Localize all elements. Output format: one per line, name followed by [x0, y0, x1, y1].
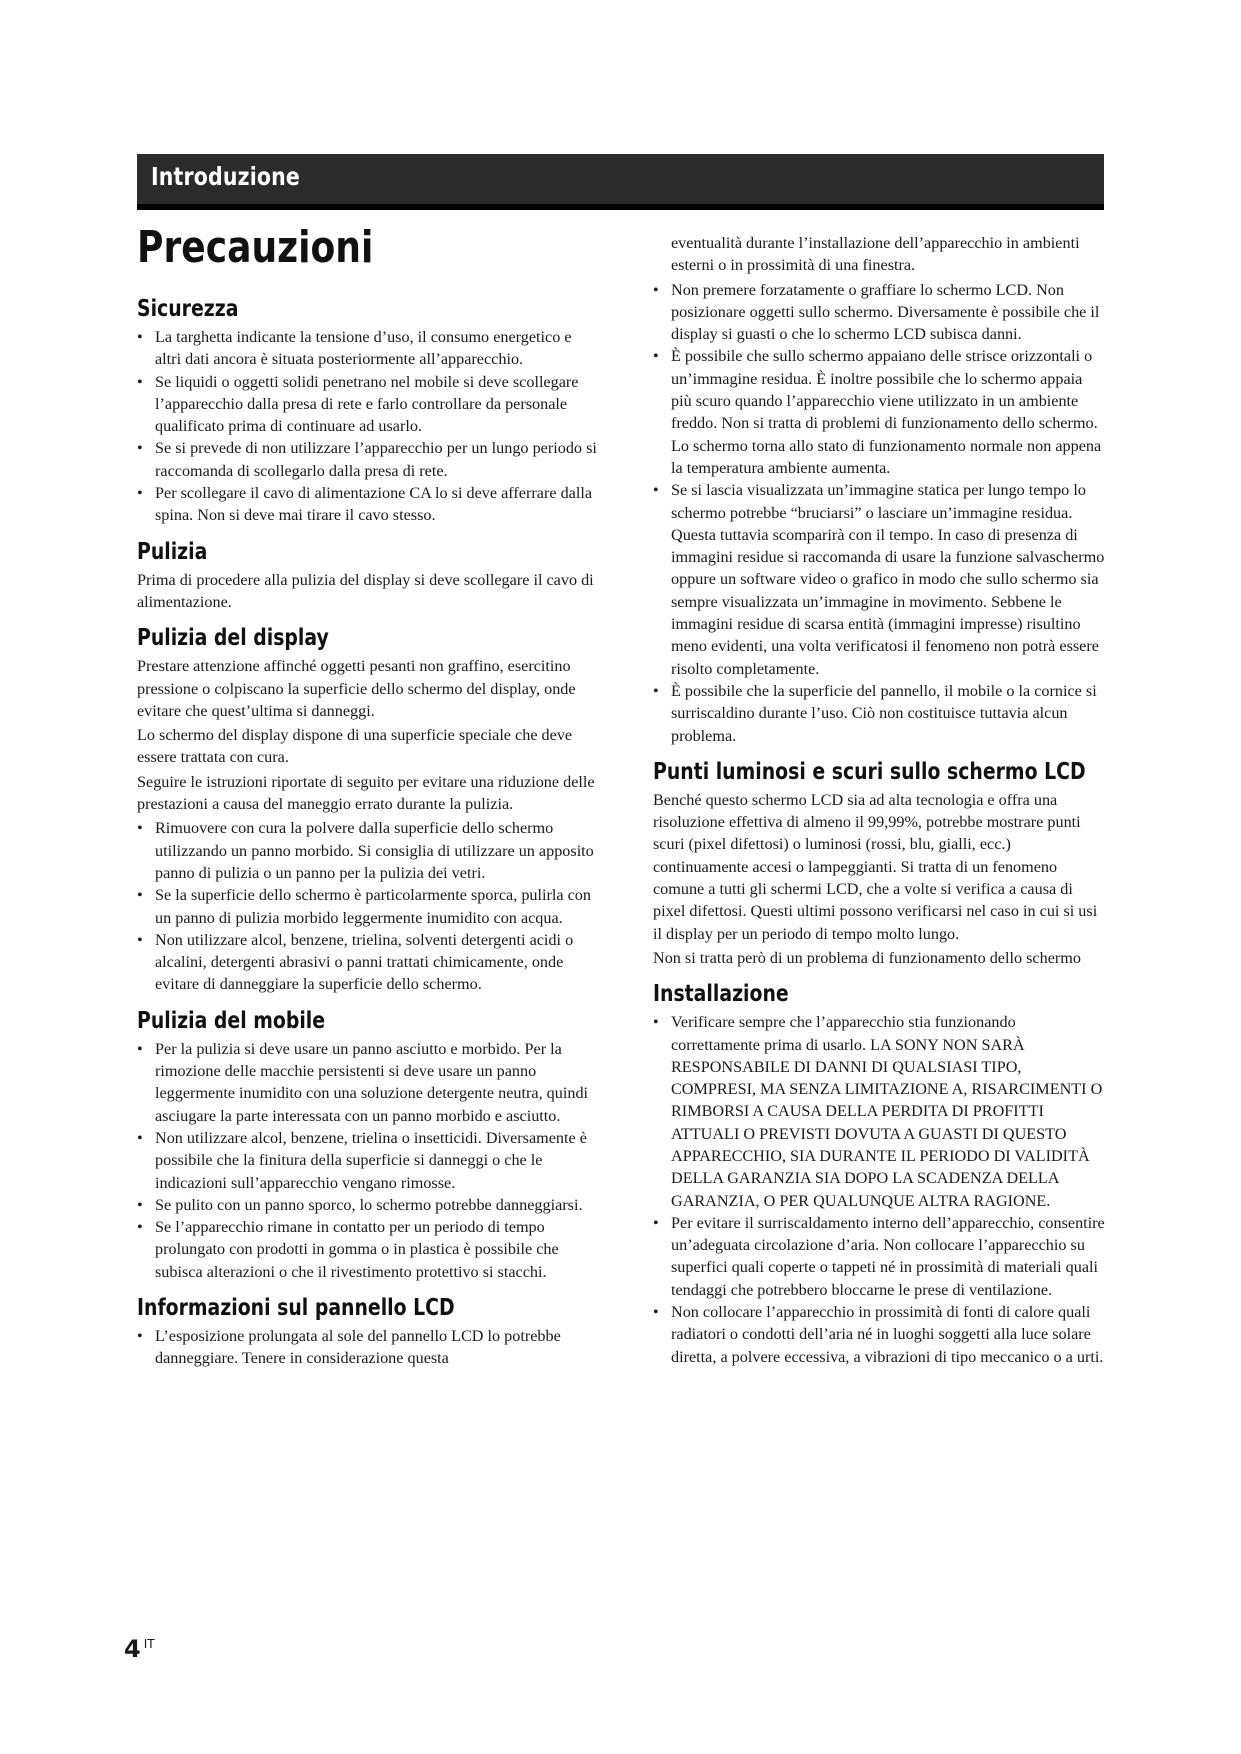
- section-sicurezza: [137, 294, 599, 527]
- list-item: • Per la pulizia si deve usare un panno asciutto e morbido. Per la rimozione delle macchie persistenti si deve usare un panno leggermente inumidito con una soluzione detergente neutra, quindi asciugare la parte interessata con un panno morbido e asciutto.: [137, 1038, 599, 1127]
- bullet-list: [137, 326, 599, 527]
- page-number-value: 4: [124, 1635, 141, 1663]
- paragraph: Prima di procedere alla pulizia del display si deve scollegare il cavo di alimentazione.: [137, 570, 594, 611]
- list-item: • Se la superficie dello schermo è particolarmente sporca, pulirla con un panno di pulizia morbido leggermente inumidito con acqua.: [137, 884, 599, 929]
- page-title: Precauzioni: [137, 222, 374, 273]
- list-item: • Verificare sempre che l’apparecchio stia funzionando correttamente prima di usarlo. LA SONY NON SARÀ RESPONSABILE DI DANNI DI QUALSIASI TIPO, COMPRESI, MA SENZA LIMITAZIONE A, RISARCIMENTI O RIMBORSI A CAUSA DELLA PERDITA DI PROFITTI ATTUALI O PREVISTI DOVUTA A GUASTI DI QUESTO APPARECCHIO, SIA DURANTE IL PERIODO DI VALIDITÀ DELLA GARANZIA SIA DOPO LA SCADENZA DELLA GARANZIA, O PER QUALUNQUE ALTRA RAGIONE.: [653, 1011, 1105, 1212]
- page-number: [124, 1635, 155, 1663]
- language-code: IT: [143, 1637, 155, 1651]
- section-pannello-lcd-continued: [653, 232, 1105, 747]
- bullet-list: [653, 279, 1105, 747]
- section-pannello-lcd: [137, 1293, 599, 1370]
- list-item: • L’esposizione prolungata al sole del pannello LCD lo potrebbe danneggiare. Tenere in considerazione questa: [137, 1325, 599, 1370]
- list-item: • Non premere forzatamente o graffiare lo schermo LCD. Non posizionare oggetti sullo schermo. Diversamente è possibile che il display si guasti o che lo schermo LCD subisca danni.: [653, 279, 1105, 346]
- section-header-label: Introduzione: [151, 162, 300, 191]
- section-installazione: [653, 979, 1105, 1368]
- list-item: • Per evitare il surriscaldamento interno dell’apparecchio, consentire un’adeguata circolazione d’aria. Non collocare l’apparecchio su superfici quali coperte o tappeti né in prossimità di materiali quali tendaggi che potrebbero bloccarne le prese di ventilazione.: [653, 1212, 1105, 1301]
- section-pulizia-display: [137, 623, 599, 995]
- section-header-bar: [137, 154, 1104, 210]
- list-item: • Non collocare l’apparecchio in prossimità di fonti di calore quali radiatori o condotti dell’aria né in luoghi soggetti alla luce solare diretta, a polvere eccessiva, a vibrazioni di tipo meccanico o a urti.: [653, 1301, 1105, 1368]
- list-item: • È possibile che la superficie del pannello, il mobile o la cornice si surriscaldino durante l’uso. Ciò non costituisce tuttavia alcun problema.: [653, 680, 1105, 747]
- list-item: • La targhetta indicante la tensione d’uso, il consumo energetico e altri dati ancora è situata posteriormente all’apparecchio.: [137, 326, 599, 371]
- section-heading: Sicurezza: [137, 296, 239, 322]
- list-item: • Per scollegare il cavo di alimentazione CA lo si deve afferrare dalla spina. Non si deve mai tirare il cavo stesso.: [137, 482, 599, 527]
- list-item: • Non utilizzare alcol, benzene, trielina o insetticidi. Diversamente è possibile che la finitura della superficie si danneggi o che le indicazioni sull’apparecchio vengano rimosse.: [137, 1127, 599, 1194]
- right-column: [653, 230, 1105, 1368]
- section-punti-luminosi: [653, 757, 1105, 969]
- section-heading: Pulizia del display: [137, 625, 329, 652]
- paragraph: Benché questo schermo LCD sia ad alta tecnologia e offra una risoluzione effettiva di almeno il 99,99%, potrebbe mostrare punti scuri (pixel difettosi) o luminosi (rossi, blu, gialli, ecc.) continuamente accesi o lampeggianti. Si tratta di un fenomeno comune a tutti gli schermi LCD, che a volte si verifica a causa di pixel difettosi. Questi ultimi possono verificarsi nel caso in cui si usi il display per un periodo di tempo molto lungo.: [653, 790, 1098, 943]
- bullet-list: [137, 1038, 599, 1283]
- section-heading: Punti luminosi e scuri sullo schermo LCD: [653, 758, 1086, 785]
- paragraph: Prestare attenzione affinché oggetti pesanti non graffino, esercitino pressione o colpiscano la superficie dello schermo del display, onde evitare che quest’ultima si danneggi.: [137, 657, 576, 720]
- paragraph: Seguire le istruzioni riportate di seguito per evitare una riduzione delle prestazioni a causa del maneggio errato durante la pulizia.: [137, 772, 595, 814]
- bullet-list: [137, 817, 599, 995]
- list-item: • Rimuovere con cura la polvere dalla superficie dello schermo utilizzando un panno morbido. Si consiglia di utilizzare un apposito panno di pulizia o un panno per la pulizia dei vetri.: [137, 817, 599, 884]
- list-item: • Se si prevede di non utilizzare l’apparecchio per un lungo periodo si raccomanda di scollegarlo dalla presa di rete.: [137, 437, 599, 482]
- list-item: • Se si lascia visualizzata un’immagine statica per lungo tempo lo schermo potrebbe “bruciarsi” o lasciare un’immagine residua. Questa tuttavia scomparirà con il tempo. In caso di presenza di immagini residue si raccomanda di usare la funzione salvaschermo oppure un software video o grafico in modo che sullo schermo sia sempre visualizzata un’immagine in movimento. Sebbene le immagini residue di scarsa entità (immagini impresse) risultino meno evidenti, una volta verificatosi il fenomeno non potrà essere risolto completamente.: [653, 479, 1105, 680]
- list-item: • Se l’apparecchio rimane in contatto per un periodo di tempo prolungato con prodotti in gomma o in plastica è possibile che subisca alterazioni o che il rivestimento protettivo si stacchi.: [137, 1216, 599, 1283]
- list-item: • Se pulito con un panno sporco, lo schermo potrebbe danneggiarsi.: [137, 1194, 599, 1216]
- list-item: • Se liquidi o oggetti solidi penetrano nel mobile si deve scollegare l’apparecchio dalla presa di rete e farlo controllare da personale qualificato prima di continuare ad usarlo.: [137, 371, 599, 438]
- section-heading: Informazioni sul pannello LCD: [137, 1294, 455, 1321]
- section-pulizia: [137, 537, 599, 614]
- list-item: • Non utilizzare alcol, benzene, trielina, solventi detergenti acidi o alcalini, detergenti abrasivi o panni trattati chimicamente, onde evitare di danneggiare la superficie dello schermo.: [137, 929, 599, 996]
- section-heading: Pulizia del mobile: [137, 1007, 326, 1034]
- section-heading: Pulizia: [137, 538, 208, 565]
- left-column: [137, 294, 599, 1370]
- list-item-continuation: eventualità durante l’installazione dell’apparecchio in ambienti esterni o in prossimità di una finestra.: [671, 234, 1080, 275]
- paragraph: Non si tratta però di un problema di funzionamento dello schermo: [653, 948, 1081, 967]
- list-item: • È possibile che sullo schermo appaiano delle strisce orizzontali o un’immagine residua. È inoltre possibile che lo schermo appaia più scuro quando l’apparecchio viene utilizzato in un ambiente freddo. Non si tratta di problemi di funzionamento dello schermo. Lo schermo torna allo stato di funzionamento normale non appena la temperatura ambiente aumenta.: [653, 345, 1105, 479]
- bullet-list: [653, 1011, 1105, 1368]
- bullet-list: [137, 1325, 599, 1370]
- paragraph: Lo schermo del display dispone di una superficie speciale che deve essere trattata con cura.: [137, 726, 573, 767]
- section-pulizia-mobile: [137, 1006, 599, 1283]
- section-heading: Installazione: [653, 981, 789, 1008]
